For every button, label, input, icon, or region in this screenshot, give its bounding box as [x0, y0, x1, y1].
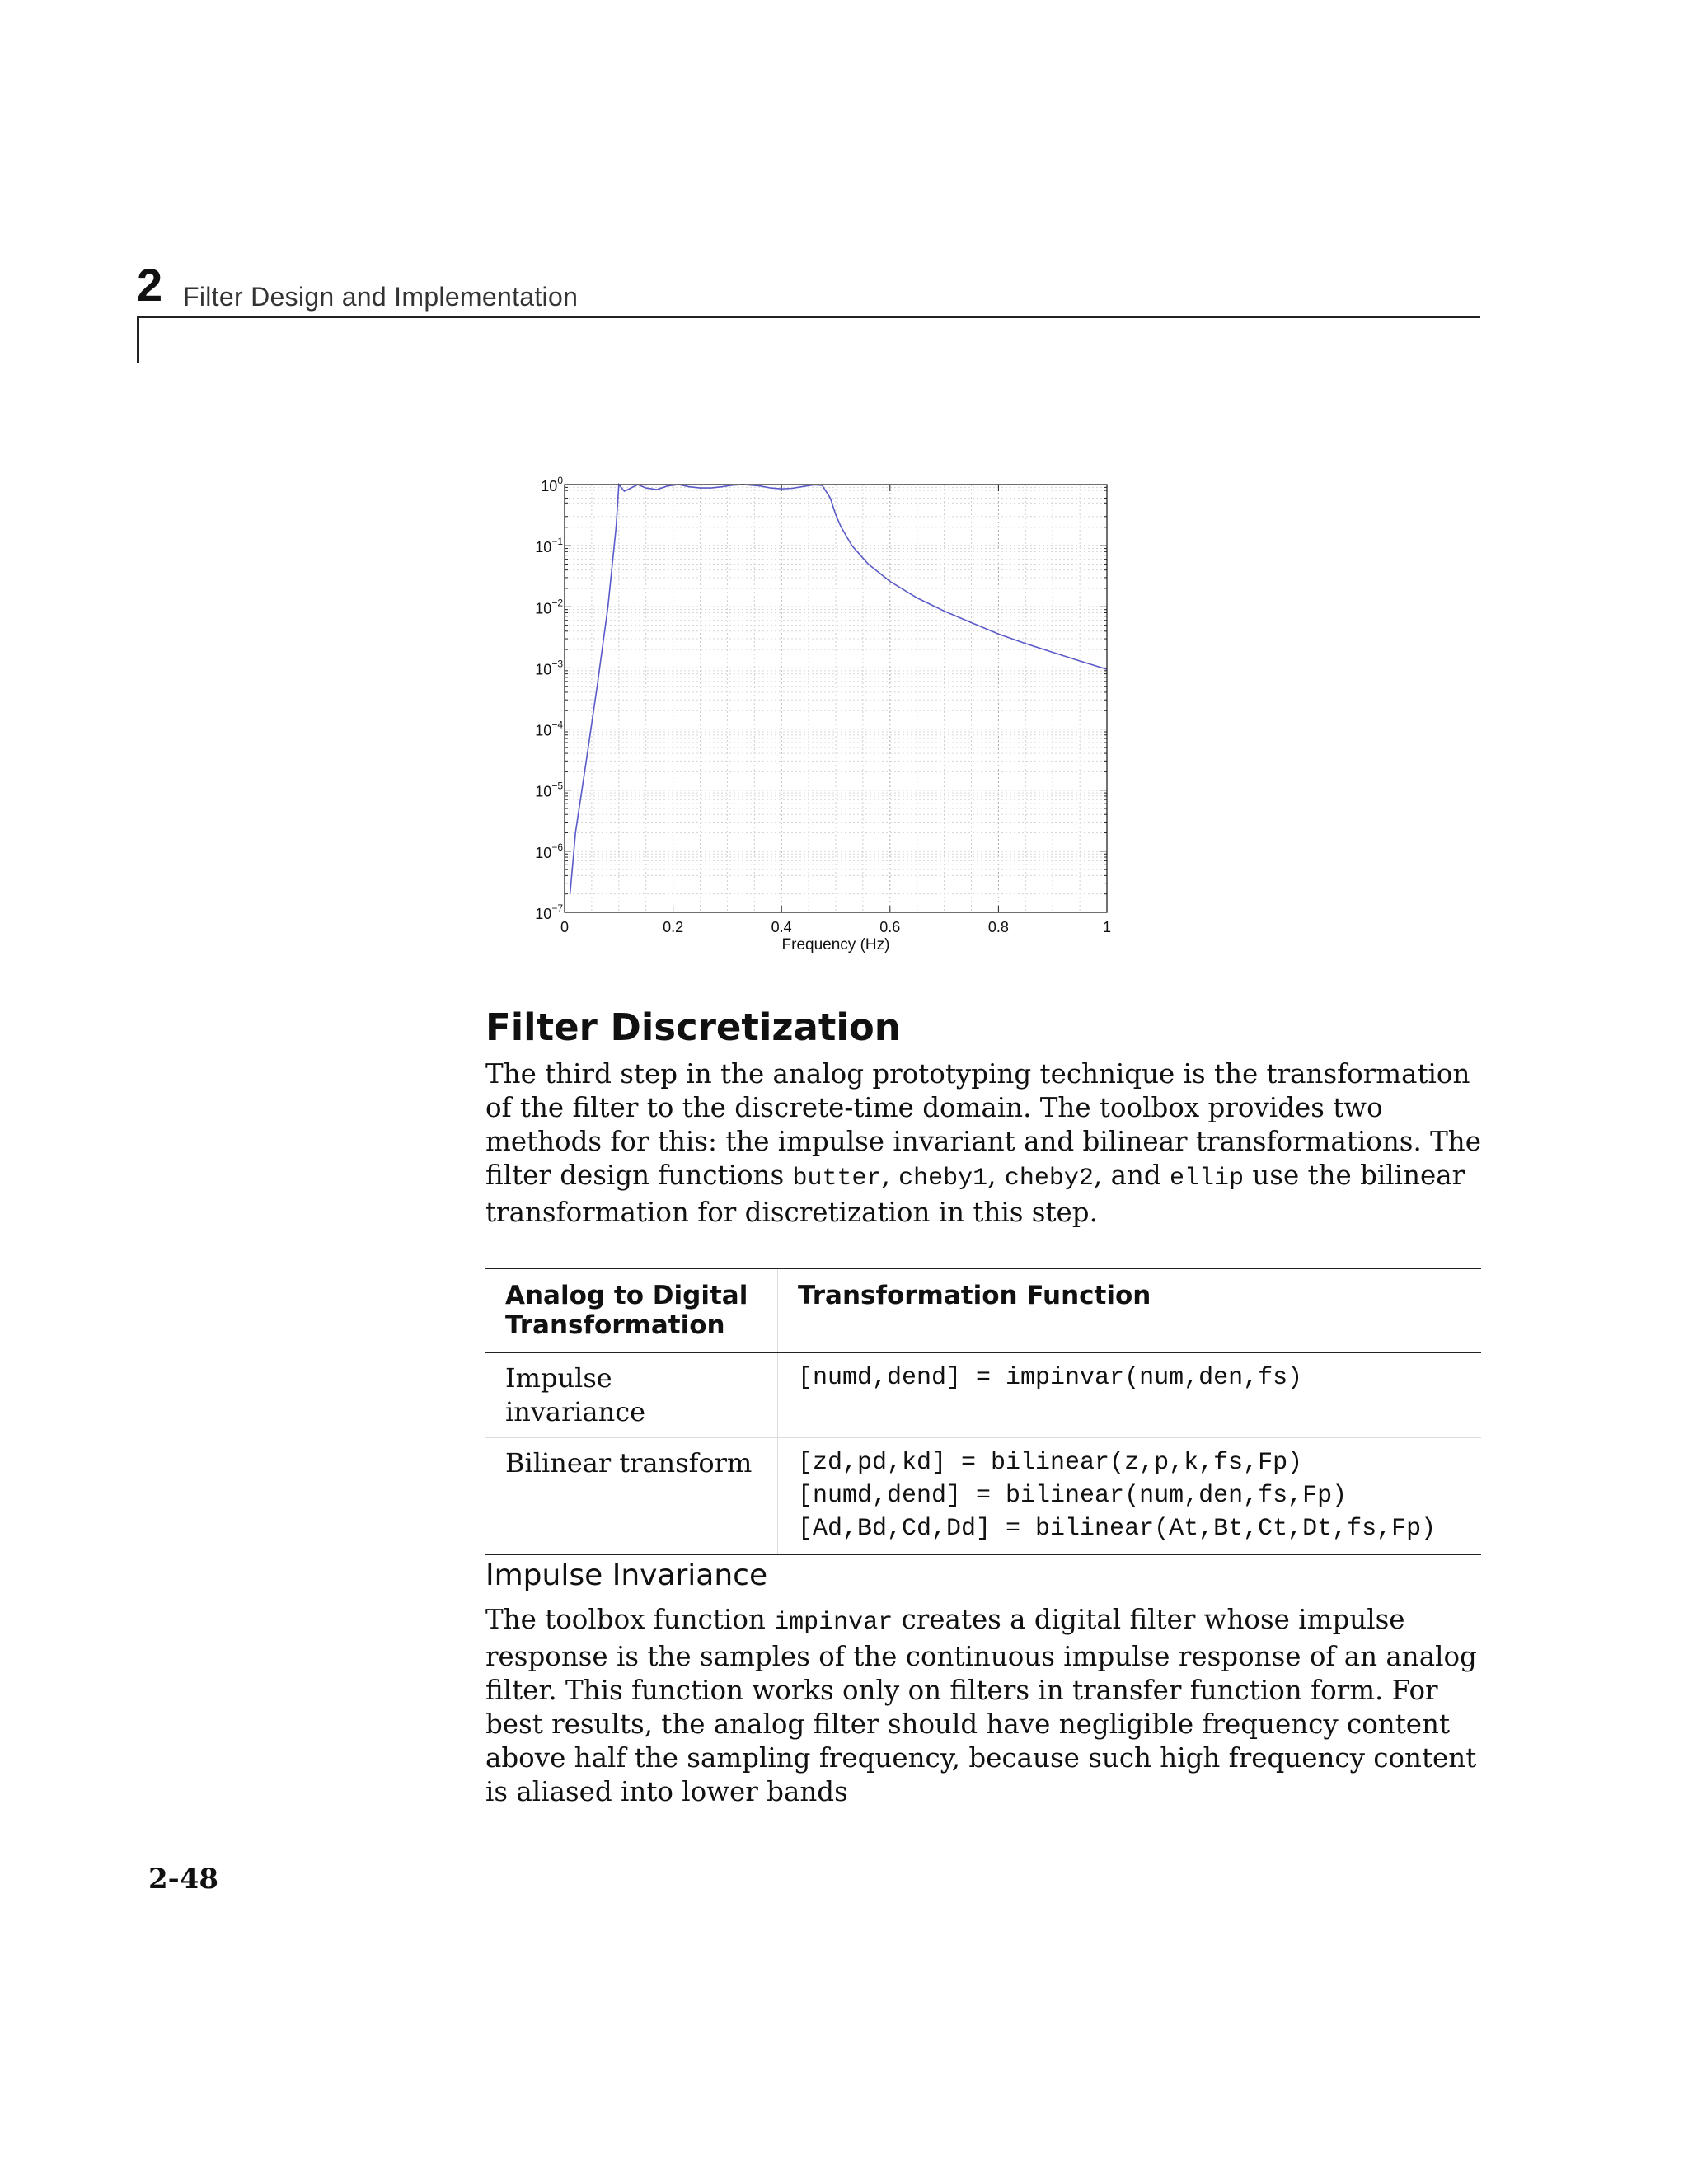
code-line: [numd,dend] = impinvar(num,den,fs) — [798, 1364, 1303, 1392]
y-tick-label: $10^{-1}$ — [535, 536, 563, 556]
table-cell-method: Impulse invariance — [485, 1352, 778, 1438]
subsection-paragraph — [485, 1603, 1483, 1809]
subsection-title: Impulse Invariance — [485, 1558, 768, 1592]
x-tick-label: 0.4 — [771, 919, 792, 935]
y-tick-label: $10^{-7}$ — [535, 902, 563, 922]
y-tick-label: $10^{-2}$ — [535, 597, 563, 617]
header-rule — [137, 316, 1480, 318]
table-header-row — [485, 1268, 1481, 1352]
table-row — [485, 1352, 1481, 1438]
code-impinvar: impinvar — [774, 1609, 893, 1637]
para-text: The toolbox function — [485, 1604, 775, 1635]
page-number: 2-48 — [148, 1863, 219, 1896]
y-tick-label: $10^{-5}$ — [535, 780, 563, 800]
x-axis-label: Frequency (Hz) — [781, 936, 890, 954]
code-line: [numd,dend] = bilinear(num,den,fs,Fp) — [798, 1482, 1348, 1510]
code-butter: butter — [792, 1165, 882, 1193]
column-header: Transformation Function — [798, 1281, 1151, 1310]
para-text: creates a digital filter whose impulse response is the samples of the continuous impulse response of an analog filter. This function works only on filters in transfer function form. For best results, the analog filter should have negligible frequency content above half the sampling frequency, because such high frequency content is aliased into lower bands — [485, 1604, 1477, 1807]
para-text: , — [881, 1160, 899, 1191]
y-axis-ticks — [535, 475, 563, 922]
table-cell-method: Bilinear transform — [485, 1438, 778, 1555]
section-title: Filter Discretization — [485, 1005, 901, 1049]
transformation-table — [485, 1268, 1481, 1555]
chapter-number: 2 — [137, 259, 163, 311]
frequency-response-chart — [511, 468, 1129, 963]
header-tick — [137, 316, 139, 363]
section-paragraph — [485, 1057, 1483, 1230]
table-cell-functions — [778, 1352, 1482, 1438]
code-cheby1: cheby1 — [898, 1165, 988, 1193]
chapter-title: Filter Design and Implementation — [183, 282, 579, 312]
x-tick-label: 0.8 — [987, 919, 1009, 935]
para-text: , and — [1093, 1160, 1170, 1191]
y-tick-label: $10^{-3}$ — [535, 658, 563, 678]
code-line: [Ad,Bd,Cd,Dd] = bilinear(At,Bt,Ct,Dt,fs,Fp) — [798, 1515, 1437, 1543]
para-text: , — [987, 1160, 1005, 1191]
code-ellip: ellip — [1170, 1165, 1245, 1193]
table-row — [485, 1438, 1481, 1555]
table-cell-functions — [778, 1438, 1482, 1555]
y-tick-label: $10^{-4}$ — [535, 719, 563, 739]
x-tick-label: 0.6 — [879, 919, 901, 935]
y-tick-label: $10^0$ — [541, 475, 563, 494]
x-tick-label: 1 — [1102, 919, 1112, 935]
code-line: [zd,pd,kd] = bilinear(z,p,k,fs,Fp) — [798, 1449, 1303, 1477]
frequency-response-figure — [511, 468, 1129, 963]
para-text: use the bilinear transformation for discretization in this step. — [485, 1160, 1465, 1228]
para-text: The third step in the analog prototyping technique is the transformation of the filter to the discrete-time domain. The toolbox provides two methods for this: the impulse invariant and bilinear transformations. The filter design functions — [485, 1058, 1481, 1191]
x-tick-label: 0 — [560, 919, 570, 935]
x-tick-label: 0.2 — [663, 919, 684, 935]
column-header: Analog to Digital Transformation — [485, 1268, 778, 1352]
code-cheby2: cheby2 — [1004, 1165, 1094, 1193]
y-tick-label: $10^{-6}$ — [535, 841, 563, 861]
